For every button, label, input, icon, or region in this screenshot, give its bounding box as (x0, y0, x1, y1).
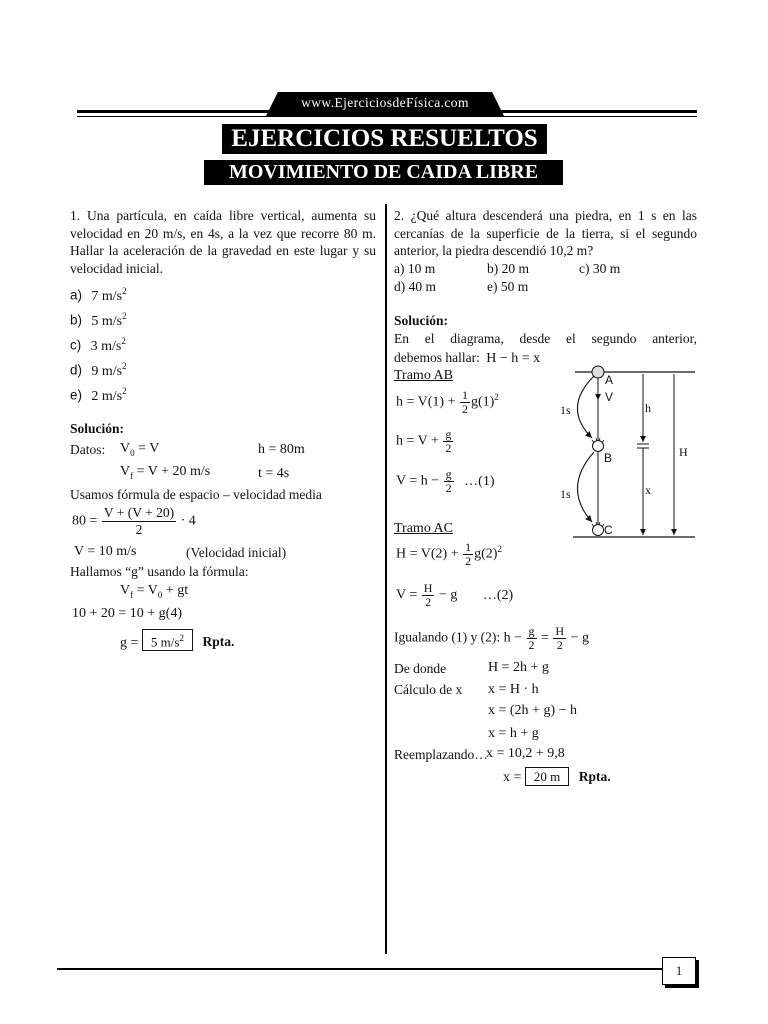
eq-h: h = 80m (258, 442, 305, 457)
eq-igualando: Igualando (1) y (2): h − $\frac{g}{2}$ = $\frac{H}{2}$ − g (394, 624, 589, 652)
option-b: b) 5 $m/s^2$ (70, 311, 127, 329)
curve-arrow-top (577, 376, 594, 438)
label-H: H (679, 445, 688, 459)
p2-option-c: c) 30 m (579, 261, 621, 276)
option-e: e) 2 $m/s^2$ (70, 386, 127, 404)
eq-ab3: V = h − $\frac{g}{2}$ …(1) (396, 467, 495, 495)
problem2-statement: 2. ¿Qué altura descenderá una piedra, en 1 s en las cercanías de la superficie de la tierra, si el segundo anterior, la piedra descendió 10,2 m? (394, 208, 697, 258)
eq-v10: V = 10 m/s (74, 544, 137, 559)
website-label: www.EjerciciosdeFísica.com (301, 95, 469, 110)
p2-option-b: b) 20 m (487, 261, 529, 276)
fall-diagram (540, 362, 700, 542)
title-sub: MOVIMIENTO DE CAIDA LIBRE (204, 160, 563, 185)
label-x: x (645, 483, 651, 497)
option-c: c) 3 $m/s^2$ (70, 336, 126, 354)
problem1-statement: 1. Una partícula, en caída libre vertical, aumenta su velocidad en 20 m/s, en 4s, a la vez que recorre 80 m. Hallar la aceleración de la gravedad en este lugar y su velocidad inicial. (70, 208, 376, 276)
tramo-ab: Tramo AB (394, 368, 454, 383)
calc-eq2: x = (2h + g) − h (488, 703, 578, 718)
eq-ac1: H = V(2) + $\frac{1}{2}$ $g(2)^2$ (396, 539, 502, 568)
calculo-label: Cálculo de x (394, 682, 463, 697)
de-donde-eq: H = 2h + g (488, 660, 549, 675)
reemplazando-label: Reemplazando… (394, 747, 488, 762)
title-main: EJERCICIOS RESUELTOS (222, 124, 547, 154)
eq-t: t = 4s (258, 466, 290, 481)
eq-vf-formula: $V_f = V_0$ + gt (120, 583, 189, 600)
eq-ab1: h = V(1) + $\frac{1}{2}$ $g(1)^2$ (396, 387, 499, 416)
option-d: d) 9 $m/s^2$ (70, 361, 127, 379)
label-1s-top: 1s (560, 403, 571, 417)
p2-option-e: e) 50 m (487, 279, 529, 294)
label-1s-bottom: 1s (560, 487, 571, 501)
eq-vf: $V_f = V + 20$ m/s (120, 464, 211, 481)
label-h-small: h (645, 401, 651, 415)
eq-ac2: V = $\frac{H}{2}$ − g …(2) (396, 581, 514, 609)
datos-label: Datos: (70, 442, 106, 457)
g-answer-box: 5 $m/s^2$ (142, 629, 193, 651)
page-number-box (662, 957, 696, 985)
eq-ab2: h = V + $\frac{g}{2}$ (396, 427, 452, 455)
stone-b (592, 438, 604, 452)
column-divider (385, 204, 387, 954)
eq-sum: 10 + 20 = 10 + g(4) (72, 606, 183, 621)
p2-option-d: d) 40 m (394, 279, 436, 294)
curve-arrow-bottom (577, 452, 594, 522)
formula-text: Usamos fórmula de espacio – velocidad media (70, 487, 322, 502)
eq-v0: $V_0 = V$ (120, 441, 160, 458)
diagram-text-2: debemos hallar: H − h = x (394, 350, 541, 366)
problem2-solution-label: Solución: (394, 313, 449, 328)
header-rule-thin (77, 116, 697, 117)
de-donde-label: De donde (394, 661, 447, 676)
v10-note: (Velocidad inicial) (186, 545, 287, 560)
problem1-solution-label: Solución: (70, 421, 125, 436)
label-c: C (604, 523, 613, 537)
calc-eq1: x = H · h (488, 682, 539, 697)
eq-80: 80 = $\frac{V + (V + 20)}{2}$ · 4 (72, 505, 196, 537)
g-answer-row: g = 5 $m/s^2$ Rpta. (120, 629, 234, 652)
footer-rule (57, 968, 665, 970)
label-b: B (604, 451, 613, 465)
calc-eq3: x = h + g (488, 726, 539, 741)
label-a: A (605, 373, 614, 387)
p2-option-a: a) 10 m (394, 261, 436, 276)
label-v: V (605, 390, 614, 404)
option-a: a) 7 $m/s^2$ (70, 286, 127, 304)
stone-c (592, 522, 604, 536)
page-number: 1 (675, 963, 683, 978)
reemplazando-eq: x = 10,2 + 9,8 (486, 746, 565, 761)
g-text: Hallamos “g” usando la fórmula: (70, 564, 249, 579)
diagram-text-1: En el diagrama, desde el segundo anterior, (394, 331, 697, 346)
x-answer-box: 20 m (525, 767, 569, 786)
x-answer-row: x = 20 m Rpta. (503, 769, 611, 785)
tramo-ac: Tramo AC (394, 521, 454, 536)
